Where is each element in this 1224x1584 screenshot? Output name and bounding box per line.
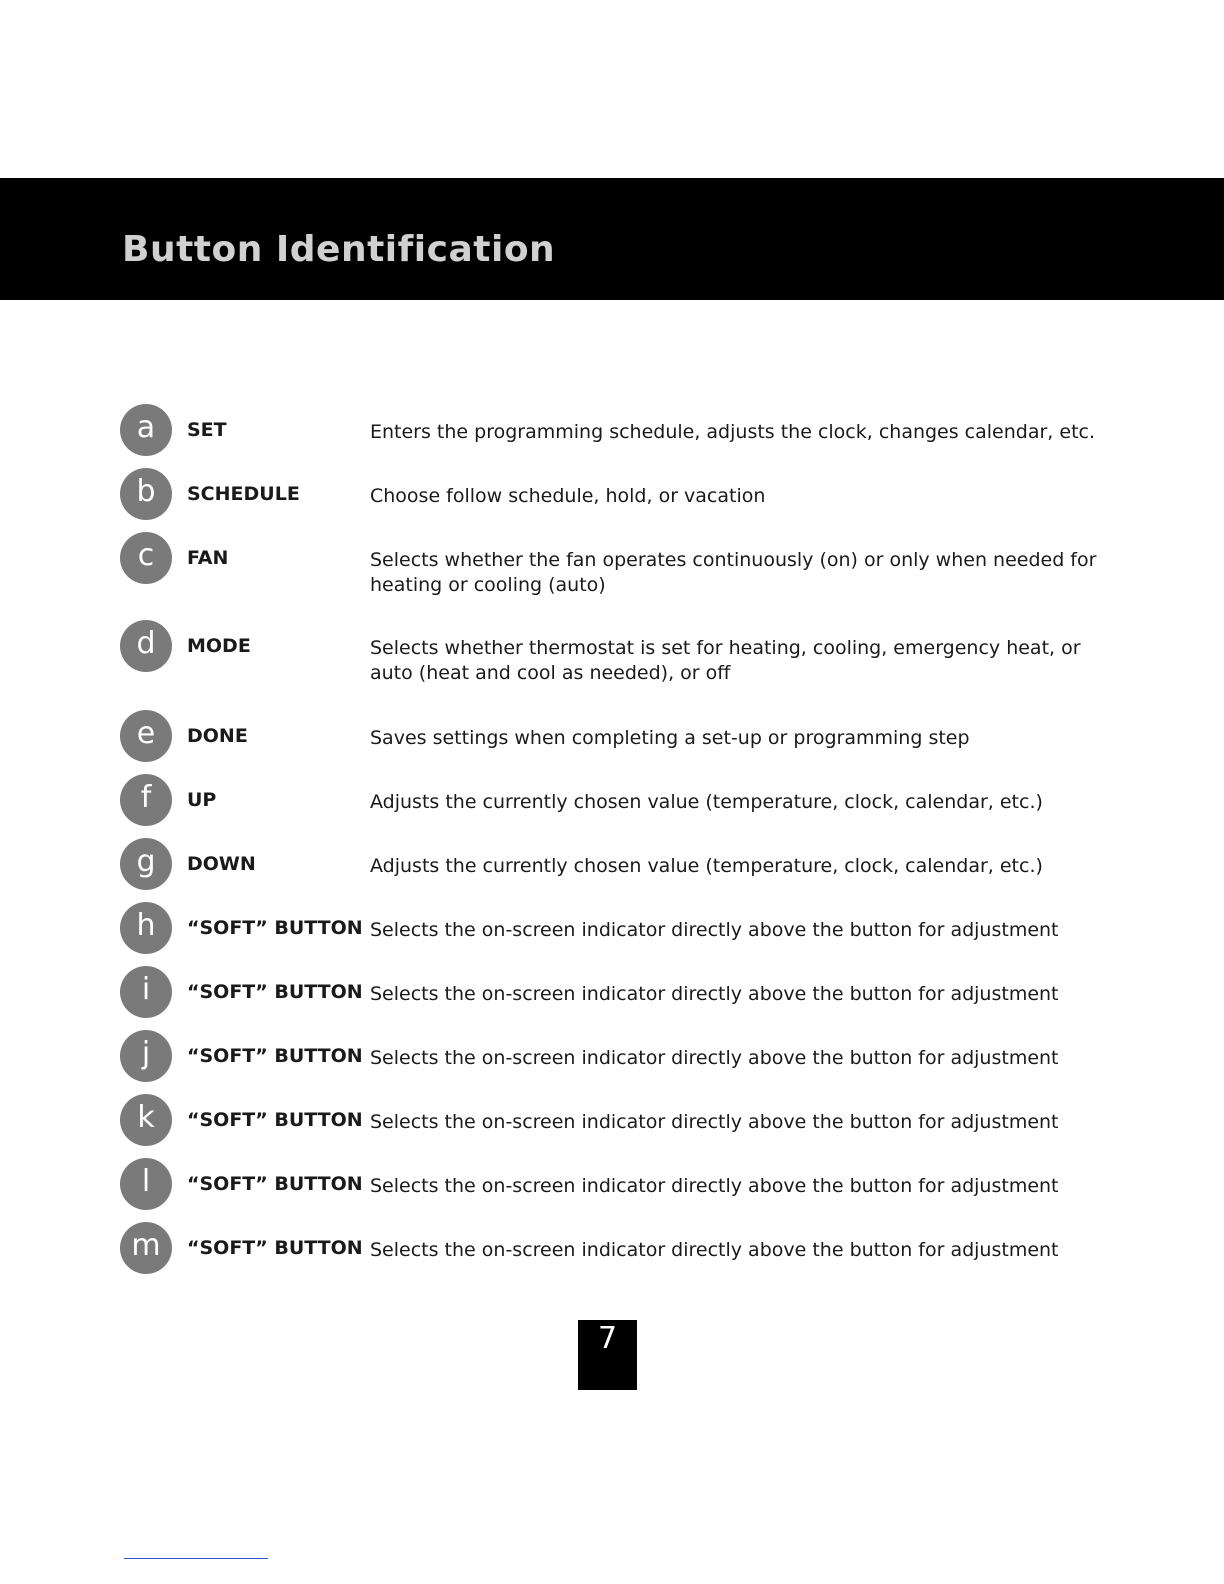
badge-letter: g (136, 844, 156, 879)
letter-badge-icon (120, 532, 172, 584)
badge-letter: j (141, 1036, 151, 1071)
page-title: Button Identification (122, 229, 556, 270)
button-description: Selects the on-screen indicator directly above the button for adjustment (370, 1111, 1059, 1133)
button-description: Adjusts the currently chosen value (temperature, clock, calendar, etc.) (370, 791, 1043, 813)
letter-badge-icon (120, 1158, 172, 1210)
button-description: Adjusts the currently chosen value (temperature, clock, calendar, etc.) (370, 855, 1043, 877)
button-description: Enters the programming schedule, adjusts the clock, changes calendar, etc. (370, 421, 1096, 443)
button-description: Saves settings when completing a set-up or programming step (370, 727, 970, 749)
page-number: 7 (578, 1320, 637, 1390)
button-name: FAN (187, 547, 229, 569)
button-name: UP (187, 789, 217, 811)
button-name: “SOFT” BUTTON (187, 981, 363, 1003)
letter-badge-icon (120, 404, 172, 456)
button-description: Selects whether thermostat is set for heating, cooling, emergency heat, or auto (heat and cool as needed), or off (370, 637, 1081, 684)
letter-badge-icon (120, 774, 172, 826)
button-description: Selects the on-screen indicator directly above the button for adjustment (370, 1239, 1059, 1261)
button-identification-list (120, 0, 1120, 1300)
badge-letter: d (136, 626, 156, 661)
button-name: DONE (187, 725, 248, 747)
letter-badge-icon (120, 1030, 172, 1082)
button-description: Selects the on-screen indicator directly above the button for adjustment (370, 1047, 1059, 1069)
badge-letter: c (137, 538, 155, 573)
button-name: MODE (187, 635, 251, 657)
letter-badge-icon (120, 1222, 172, 1274)
badge-letter: b (136, 474, 156, 509)
button-description: Choose follow schedule, hold, or vacation (370, 485, 766, 507)
button-name: “SOFT” BUTTON (187, 1237, 363, 1259)
badge-letter: l (141, 1164, 151, 1199)
badge-letter: h (136, 908, 156, 943)
button-description: Selects the on-screen indicator directly above the button for adjustment (370, 983, 1059, 1005)
letter-badge-icon (120, 902, 172, 954)
letter-badge-icon (120, 838, 172, 890)
button-description: Selects the on-screen indicator directly above the button for adjustment (370, 919, 1059, 941)
button-name: “SOFT” BUTTON (187, 1045, 363, 1067)
button-name: “SOFT” BUTTON (187, 1173, 363, 1195)
badge-letter: a (136, 410, 156, 445)
letter-badge-icon (120, 710, 172, 762)
button-name: SET (187, 419, 227, 441)
badge-letter: k (137, 1100, 155, 1135)
footer-divider (124, 1558, 268, 1559)
badge-letter: m (131, 1228, 161, 1263)
button-name: SCHEDULE (187, 483, 300, 505)
letter-badge-icon (120, 468, 172, 520)
button-name: “SOFT” BUTTON (187, 1109, 363, 1131)
letter-badge-icon (120, 966, 172, 1018)
button-name: DOWN (187, 853, 256, 875)
badge-letter: f (140, 780, 152, 815)
letter-badge-icon (120, 1094, 172, 1146)
badge-letter: i (141, 972, 151, 1007)
letter-badge-icon (120, 620, 172, 672)
button-description: Selects whether the fan operates continuously (on) or only when needed for heating or cooling (auto) (370, 549, 1097, 596)
button-name: “SOFT” BUTTON (187, 917, 363, 939)
badge-letter: e (136, 716, 156, 751)
button-description: Selects the on-screen indicator directly above the button for adjustment (370, 1175, 1059, 1197)
